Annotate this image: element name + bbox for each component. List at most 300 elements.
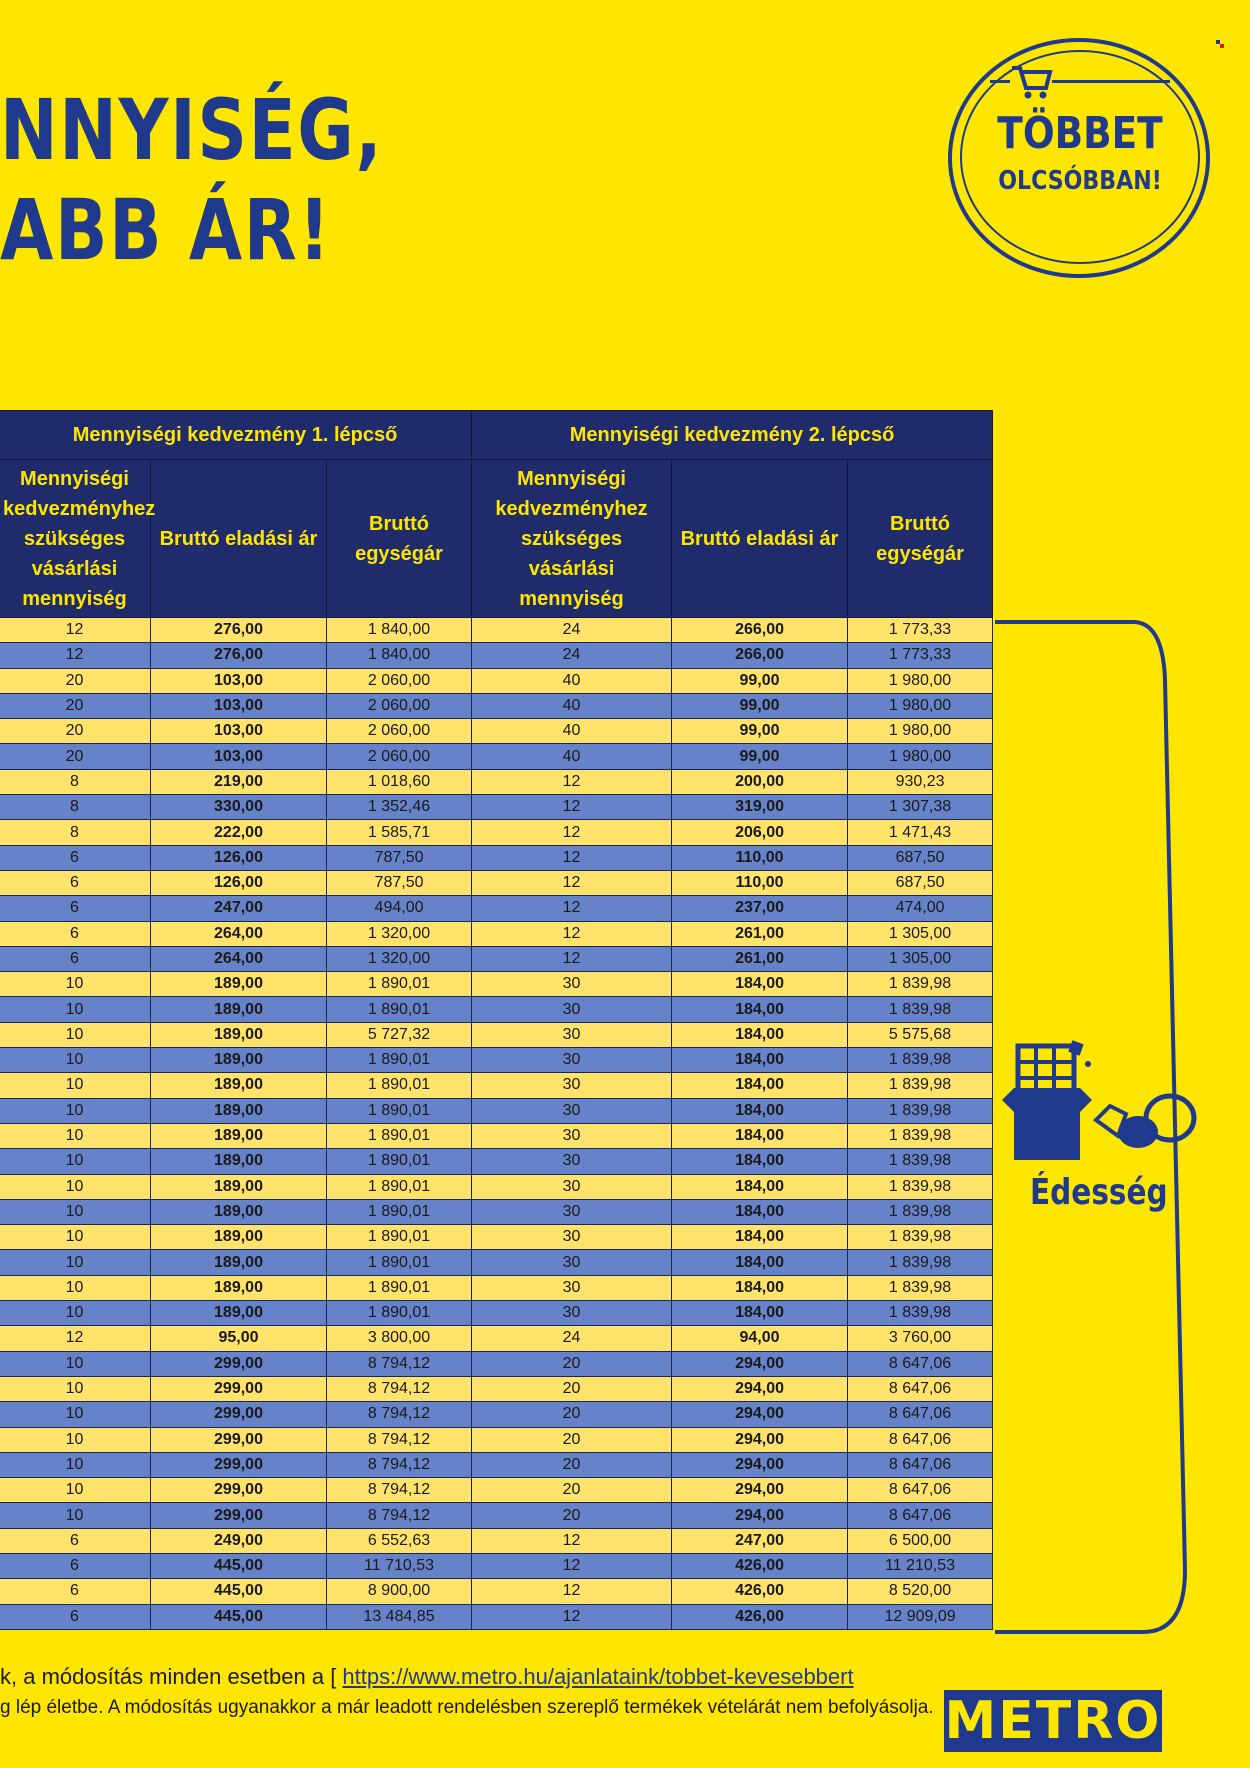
cell-price-1: 445,00: [151, 1604, 327, 1629]
cell-price-2: 200,00: [672, 769, 848, 794]
cell-price-1: 103,00: [151, 693, 327, 718]
col-header-price-2: Bruttó eladási ár: [672, 460, 848, 618]
cell-qty-2: 30: [472, 1149, 672, 1174]
cell-qty-2: 30: [472, 972, 672, 997]
cell-unit-price-1: 2 060,00: [327, 744, 472, 769]
cell-price-2: 261,00: [672, 946, 848, 971]
headline-line-2: ABB ÁR!: [0, 181, 332, 279]
price-table: [0, 410, 993, 1630]
table-row: [0, 946, 993, 971]
cell-unit-price-1: 13 484,85: [327, 1604, 472, 1629]
cell-unit-price-2: 1 839,98: [848, 1098, 993, 1123]
cell-unit-price-1: 3 800,00: [327, 1326, 472, 1351]
cell-price-2: 184,00: [672, 1022, 848, 1047]
cell-price-1: 247,00: [151, 896, 327, 921]
cell-unit-price-2: 1 839,98: [848, 1199, 993, 1224]
cell-unit-price-2: 687,50: [848, 870, 993, 895]
cell-unit-price-2: 1 305,00: [848, 946, 993, 971]
cell-qty-1: 10: [0, 1351, 151, 1376]
cell-unit-price-2: 8 647,06: [848, 1503, 993, 1528]
cell-price-2: 184,00: [672, 1174, 848, 1199]
cell-price-1: 189,00: [151, 1149, 327, 1174]
cell-unit-price-2: 1 980,00: [848, 719, 993, 744]
cell-qty-2: 30: [472, 997, 672, 1022]
cell-unit-price-1: 1 890,01: [327, 1174, 472, 1199]
cell-unit-price-1: 1 890,01: [327, 1250, 472, 1275]
cell-unit-price-1: 1 352,46: [327, 795, 472, 820]
cell-qty-1: 10: [0, 972, 151, 997]
cell-price-1: 189,00: [151, 1301, 327, 1326]
cell-unit-price-1: 1 890,01: [327, 1149, 472, 1174]
cell-unit-price-1: 1 890,01: [327, 972, 472, 997]
cell-qty-2: 12: [472, 946, 672, 971]
cell-price-2: 184,00: [672, 1199, 848, 1224]
cell-qty-2: 30: [472, 1275, 672, 1300]
cell-price-2: 99,00: [672, 744, 848, 769]
cell-price-2: 237,00: [672, 896, 848, 921]
table-row: [0, 1275, 993, 1300]
cell-qty-2: 12: [472, 921, 672, 946]
cell-price-2: 294,00: [672, 1402, 848, 1427]
table-row: [0, 1225, 993, 1250]
table-row: [0, 1048, 993, 1073]
cell-price-1: 299,00: [151, 1478, 327, 1503]
cell-qty-1: 10: [0, 1250, 151, 1275]
cell-unit-price-1: 1 320,00: [327, 921, 472, 946]
table-row: [0, 972, 993, 997]
cell-qty-1: 10: [0, 1174, 151, 1199]
badge-line: [1052, 80, 1170, 83]
cell-qty-1: 20: [0, 693, 151, 718]
cell-price-1: 189,00: [151, 997, 327, 1022]
cell-qty-1: 10: [0, 997, 151, 1022]
table-row: [0, 845, 993, 870]
cell-qty-2: 12: [472, 1528, 672, 1553]
cell-price-2: 184,00: [672, 1048, 848, 1073]
cell-unit-price-2: 6 500,00: [848, 1528, 993, 1553]
cell-qty-2: 40: [472, 744, 672, 769]
cell-price-2: 184,00: [672, 1149, 848, 1174]
cell-unit-price-1: 2 060,00: [327, 668, 472, 693]
group-header-2: Mennyiségi kedvezmény 2. lépcső: [472, 411, 993, 460]
cell-price-2: 110,00: [672, 845, 848, 870]
cell-price-1: 299,00: [151, 1402, 327, 1427]
cell-qty-2: 12: [472, 1579, 672, 1604]
category-label: Édesség: [1030, 1172, 1168, 1213]
cell-price-2: 184,00: [672, 1275, 848, 1300]
cell-qty-1: 6: [0, 1528, 151, 1553]
cell-unit-price-2: 8 520,00: [848, 1579, 993, 1604]
cell-price-2: 184,00: [672, 1301, 848, 1326]
cell-unit-price-2: 1 307,38: [848, 795, 993, 820]
headline-line-1: NNYISÉG,: [0, 81, 384, 179]
cell-unit-price-1: 1 890,01: [327, 1048, 472, 1073]
cell-unit-price-2: 1 839,98: [848, 1250, 993, 1275]
cell-price-2: 247,00: [672, 1528, 848, 1553]
cell-unit-price-1: 1 840,00: [327, 643, 472, 668]
cell-qty-1: 10: [0, 1402, 151, 1427]
cell-unit-price-2: 8 647,06: [848, 1351, 993, 1376]
cell-qty-1: 12: [0, 1326, 151, 1351]
table-row: [0, 618, 993, 643]
table-row: [0, 1250, 993, 1275]
cell-unit-price-2: 1 980,00: [848, 744, 993, 769]
cell-unit-price-2: 1 773,33: [848, 618, 993, 643]
cell-unit-price-2: 1 839,98: [848, 1149, 993, 1174]
cell-price-2: 266,00: [672, 618, 848, 643]
cell-price-1: 299,00: [151, 1427, 327, 1452]
cell-qty-2: 20: [472, 1452, 672, 1477]
table-row: [0, 693, 993, 718]
cell-price-1: 189,00: [151, 1225, 327, 1250]
footer-line-1: [0, 1664, 854, 1690]
cell-price-2: 184,00: [672, 1225, 848, 1250]
cell-price-2: 319,00: [672, 795, 848, 820]
cell-price-2: 94,00: [672, 1326, 848, 1351]
cell-qty-2: 12: [472, 1604, 672, 1629]
cell-unit-price-1: 8 794,12: [327, 1402, 472, 1427]
cell-unit-price-1: 8 794,12: [327, 1503, 472, 1528]
cell-price-1: 299,00: [151, 1503, 327, 1528]
cell-price-1: 330,00: [151, 795, 327, 820]
cell-qty-2: 40: [472, 668, 672, 693]
cell-qty-2: 30: [472, 1301, 672, 1326]
table-row: [0, 1503, 993, 1528]
cell-unit-price-1: 1 890,01: [327, 1199, 472, 1224]
cell-qty-2: 12: [472, 845, 672, 870]
cell-price-2: 99,00: [672, 719, 848, 744]
cell-qty-1: 6: [0, 921, 151, 946]
cell-unit-price-2: 12 909,09: [848, 1604, 993, 1629]
cell-price-2: 99,00: [672, 668, 848, 693]
cell-price-2: 426,00: [672, 1553, 848, 1578]
cell-price-1: 299,00: [151, 1452, 327, 1477]
col-header-qty-2: Mennyiségi kedvezményhez szükséges vásárlási mennyiség: [472, 460, 672, 618]
cell-qty-1: 10: [0, 1048, 151, 1073]
cell-price-1: 299,00: [151, 1376, 327, 1401]
cell-qty-1: 10: [0, 1149, 151, 1174]
cell-price-2: 294,00: [672, 1503, 848, 1528]
cell-qty-1: 10: [0, 1275, 151, 1300]
cell-qty-1: 6: [0, 1604, 151, 1629]
cell-price-2: 294,00: [672, 1376, 848, 1401]
cell-price-1: 264,00: [151, 946, 327, 971]
footer-line-2: g lép életbe. A módosítás ugyanakkor a már leadott rendelésben szereplő termékek vételárát nem befolyásolja.: [0, 1697, 934, 1718]
cell-unit-price-2: 1 839,98: [848, 1048, 993, 1073]
cell-unit-price-2: 1 773,33: [848, 643, 993, 668]
cell-qty-1: 8: [0, 820, 151, 845]
cell-price-2: 184,00: [672, 1123, 848, 1148]
cell-qty-2: 30: [472, 1250, 672, 1275]
cell-unit-price-1: 11 710,53: [327, 1553, 472, 1578]
cell-unit-price-1: 2 060,00: [327, 719, 472, 744]
cell-qty-1: 10: [0, 1225, 151, 1250]
cell-qty-1: 10: [0, 1098, 151, 1123]
cell-unit-price-2: 8 647,06: [848, 1376, 993, 1401]
cell-unit-price-2: 930,23: [848, 769, 993, 794]
cell-price-1: 126,00: [151, 845, 327, 870]
table-row: [0, 870, 993, 895]
cell-qty-2: 20: [472, 1351, 672, 1376]
cell-unit-price-1: 1 840,00: [327, 618, 472, 643]
cell-unit-price-2: 8 647,06: [848, 1427, 993, 1452]
cell-qty-2: 40: [472, 693, 672, 718]
badge-line: [990, 80, 1010, 83]
table-row: [0, 1604, 993, 1629]
table-row: [0, 1199, 993, 1224]
cell-unit-price-2: 11 210,53: [848, 1553, 993, 1578]
col-header-qty-1: Mennyiségi kedvezményhez szükséges vásárlási mennyiség: [0, 460, 151, 618]
cell-price-2: 261,00: [672, 921, 848, 946]
cell-unit-price-1: 2 060,00: [327, 693, 472, 718]
cell-price-1: 189,00: [151, 1098, 327, 1123]
cell-qty-1: 8: [0, 795, 151, 820]
cell-price-1: 222,00: [151, 820, 327, 845]
cell-unit-price-1: 1 890,01: [327, 1275, 472, 1300]
cell-qty-1: 20: [0, 719, 151, 744]
cell-unit-price-1: 1 890,01: [327, 1301, 472, 1326]
cell-price-2: 184,00: [672, 1098, 848, 1123]
cell-unit-price-1: 1 890,01: [327, 1073, 472, 1098]
cell-unit-price-1: 787,50: [327, 845, 472, 870]
cell-unit-price-2: 1 471,43: [848, 820, 993, 845]
cell-unit-price-2: 8 647,06: [848, 1478, 993, 1503]
cell-unit-price-2: 1 839,98: [848, 1123, 993, 1148]
table-row: [0, 1553, 993, 1578]
cell-price-2: 184,00: [672, 1073, 848, 1098]
cell-price-1: 189,00: [151, 1123, 327, 1148]
cell-unit-price-2: 1 839,98: [848, 1073, 993, 1098]
cell-qty-1: 6: [0, 845, 151, 870]
cell-qty-2: 20: [472, 1376, 672, 1401]
table-row: [0, 1376, 993, 1401]
cell-qty-1: 10: [0, 1022, 151, 1047]
cell-price-1: 276,00: [151, 643, 327, 668]
shopping-cart-icon: [1010, 62, 1054, 105]
cell-price-1: 103,00: [151, 719, 327, 744]
cell-price-1: 249,00: [151, 1528, 327, 1553]
cell-qty-2: 30: [472, 1174, 672, 1199]
cell-qty-2: 12: [472, 870, 672, 895]
cell-unit-price-2: 474,00: [848, 896, 993, 921]
cell-unit-price-1: 1 890,01: [327, 997, 472, 1022]
cell-unit-price-2: 1 980,00: [848, 668, 993, 693]
cell-qty-1: 10: [0, 1123, 151, 1148]
cell-price-2: 184,00: [672, 972, 848, 997]
badge-title: TÖBBET: [997, 108, 1163, 159]
cell-price-1: 189,00: [151, 1073, 327, 1098]
cell-unit-price-2: 8 647,06: [848, 1452, 993, 1477]
cell-unit-price-1: 494,00: [327, 896, 472, 921]
cell-qty-1: 12: [0, 643, 151, 668]
cell-price-2: 110,00: [672, 870, 848, 895]
footer-link[interactable]: https://www.metro.hu/ajanlataink/tobbet-kevesebbert: [342, 1664, 854, 1689]
cell-qty-1: 20: [0, 668, 151, 693]
table-row: [0, 1579, 993, 1604]
table-row: [0, 1123, 993, 1148]
cell-price-1: 126,00: [151, 870, 327, 895]
table-row: [0, 1073, 993, 1098]
cell-qty-1: 10: [0, 1376, 151, 1401]
cell-price-1: 95,00: [151, 1326, 327, 1351]
cell-qty-1: 6: [0, 896, 151, 921]
cell-unit-price-1: 1 018,60: [327, 769, 472, 794]
cell-unit-price-1: 8 900,00: [327, 1579, 472, 1604]
cell-qty-2: 24: [472, 643, 672, 668]
table-row: [0, 719, 993, 744]
cell-qty-2: 30: [472, 1098, 672, 1123]
cell-price-1: 189,00: [151, 1275, 327, 1300]
table-row: [0, 795, 993, 820]
table-row: [0, 1351, 993, 1376]
cell-qty-2: 30: [472, 1073, 672, 1098]
cell-price-2: 294,00: [672, 1452, 848, 1477]
table-row: [0, 820, 993, 845]
table-row: [0, 1452, 993, 1477]
cell-qty-1: 6: [0, 1579, 151, 1604]
cell-price-2: 184,00: [672, 997, 848, 1022]
cell-price-2: 426,00: [672, 1604, 848, 1629]
cell-qty-2: 30: [472, 1022, 672, 1047]
cell-unit-price-2: 1 839,98: [848, 972, 993, 997]
cell-qty-2: 24: [472, 1326, 672, 1351]
cell-qty-2: 20: [472, 1478, 672, 1503]
cell-qty-2: 12: [472, 1553, 672, 1578]
cell-unit-price-2: 687,50: [848, 845, 993, 870]
cell-price-1: 219,00: [151, 769, 327, 794]
cell-qty-1: 10: [0, 1073, 151, 1098]
cell-qty-1: 10: [0, 1478, 151, 1503]
cell-unit-price-2: 3 760,00: [848, 1326, 993, 1351]
table-row: [0, 668, 993, 693]
cell-price-1: 189,00: [151, 1174, 327, 1199]
table-row: [0, 1022, 993, 1047]
table-row: [0, 1427, 993, 1452]
table-row: [0, 1149, 993, 1174]
cell-unit-price-2: 1 839,98: [848, 1225, 993, 1250]
price-table-body: [0, 618, 993, 1630]
badge-subtitle: OLCSÓBBAN!: [998, 166, 1162, 196]
table-row: [0, 1301, 993, 1326]
cell-price-1: 189,00: [151, 972, 327, 997]
cell-price-2: 294,00: [672, 1351, 848, 1376]
footer-line-1-prefix: k, a módosítás minden esetben a [: [0, 1664, 343, 1689]
cell-unit-price-1: 8 794,12: [327, 1452, 472, 1477]
cell-qty-2: 40: [472, 719, 672, 744]
table-row: [0, 769, 993, 794]
col-header-unit-2: Bruttó egységár: [848, 460, 993, 618]
group-header-1: Mennyiségi kedvezmény 1. lépcső: [0, 411, 472, 460]
table-row: [0, 1402, 993, 1427]
brand-dots-icon: [1216, 35, 1224, 43]
table-row: [0, 997, 993, 1022]
cell-unit-price-1: 8 794,12: [327, 1376, 472, 1401]
cell-qty-2: 12: [472, 820, 672, 845]
table-row: [0, 643, 993, 668]
cell-qty-2: 20: [472, 1427, 672, 1452]
cell-unit-price-1: 8 794,12: [327, 1478, 472, 1503]
cell-qty-2: 30: [472, 1123, 672, 1148]
cell-unit-price-2: 5 575,68: [848, 1022, 993, 1047]
table-row: [0, 1174, 993, 1199]
cell-unit-price-1: 1 585,71: [327, 820, 472, 845]
cell-unit-price-2: 1 305,00: [848, 921, 993, 946]
cell-qty-1: 8: [0, 769, 151, 794]
table-row: [0, 921, 993, 946]
cell-unit-price-1: 1 320,00: [327, 946, 472, 971]
cell-qty-2: 24: [472, 618, 672, 643]
cell-unit-price-1: 8 794,12: [327, 1351, 472, 1376]
cell-qty-2: 30: [472, 1225, 672, 1250]
cell-qty-1: 10: [0, 1427, 151, 1452]
table-row: [0, 1528, 993, 1553]
cell-unit-price-2: 1 839,98: [848, 997, 993, 1022]
cell-unit-price-1: 5 727,32: [327, 1022, 472, 1047]
table-row: [0, 1326, 993, 1351]
cell-price-1: 264,00: [151, 921, 327, 946]
cell-unit-price-1: 6 552,63: [327, 1528, 472, 1553]
cell-price-1: 189,00: [151, 1250, 327, 1275]
metro-logo: METRO: [944, 1691, 1162, 1751]
cell-price-1: 189,00: [151, 1048, 327, 1073]
table-row: [0, 744, 993, 769]
cell-qty-2: 12: [472, 795, 672, 820]
cell-price-2: 99,00: [672, 693, 848, 718]
sweets-icon: [1000, 1040, 1200, 1165]
cell-price-1: 276,00: [151, 618, 327, 643]
cell-unit-price-2: 1 839,98: [848, 1301, 993, 1326]
cell-unit-price-1: 787,50: [327, 870, 472, 895]
cell-qty-2: 20: [472, 1402, 672, 1427]
cell-qty-1: 12: [0, 618, 151, 643]
cell-qty-2: 30: [472, 1048, 672, 1073]
cell-qty-1: 10: [0, 1503, 151, 1528]
cell-price-1: 189,00: [151, 1022, 327, 1047]
cell-price-2: 426,00: [672, 1579, 848, 1604]
cell-unit-price-2: 1 839,98: [848, 1275, 993, 1300]
cell-qty-1: 10: [0, 1301, 151, 1326]
cell-unit-price-1: 1 890,01: [327, 1123, 472, 1148]
col-header-unit-1: Bruttó egységár: [327, 460, 472, 618]
table-row: [0, 1478, 993, 1503]
cell-price-1: 103,00: [151, 668, 327, 693]
cell-unit-price-1: 1 890,01: [327, 1225, 472, 1250]
cell-qty-2: 12: [472, 769, 672, 794]
cell-price-2: 294,00: [672, 1427, 848, 1452]
cell-unit-price-1: 1 890,01: [327, 1098, 472, 1123]
cell-qty-1: 20: [0, 744, 151, 769]
cell-qty-2: 12: [472, 896, 672, 921]
cell-qty-1: 6: [0, 870, 151, 895]
cell-qty-2: 30: [472, 1199, 672, 1224]
cell-unit-price-2: 1 980,00: [848, 693, 993, 718]
col-header-price-1: Bruttó eladási ár: [151, 460, 327, 618]
cell-price-2: 184,00: [672, 1250, 848, 1275]
cell-price-1: 445,00: [151, 1579, 327, 1604]
cell-qty-1: 6: [0, 1553, 151, 1578]
cell-price-2: 266,00: [672, 643, 848, 668]
cell-qty-2: 20: [472, 1503, 672, 1528]
cell-unit-price-1: 8 794,12: [327, 1427, 472, 1452]
table-row: [0, 1098, 993, 1123]
cell-qty-1: 6: [0, 946, 151, 971]
cell-price-1: 445,00: [151, 1553, 327, 1578]
cell-price-1: 299,00: [151, 1351, 327, 1376]
cell-price-1: 103,00: [151, 744, 327, 769]
cell-unit-price-2: 1 839,98: [848, 1174, 993, 1199]
cell-price-2: 294,00: [672, 1478, 848, 1503]
cell-qty-1: 10: [0, 1452, 151, 1477]
